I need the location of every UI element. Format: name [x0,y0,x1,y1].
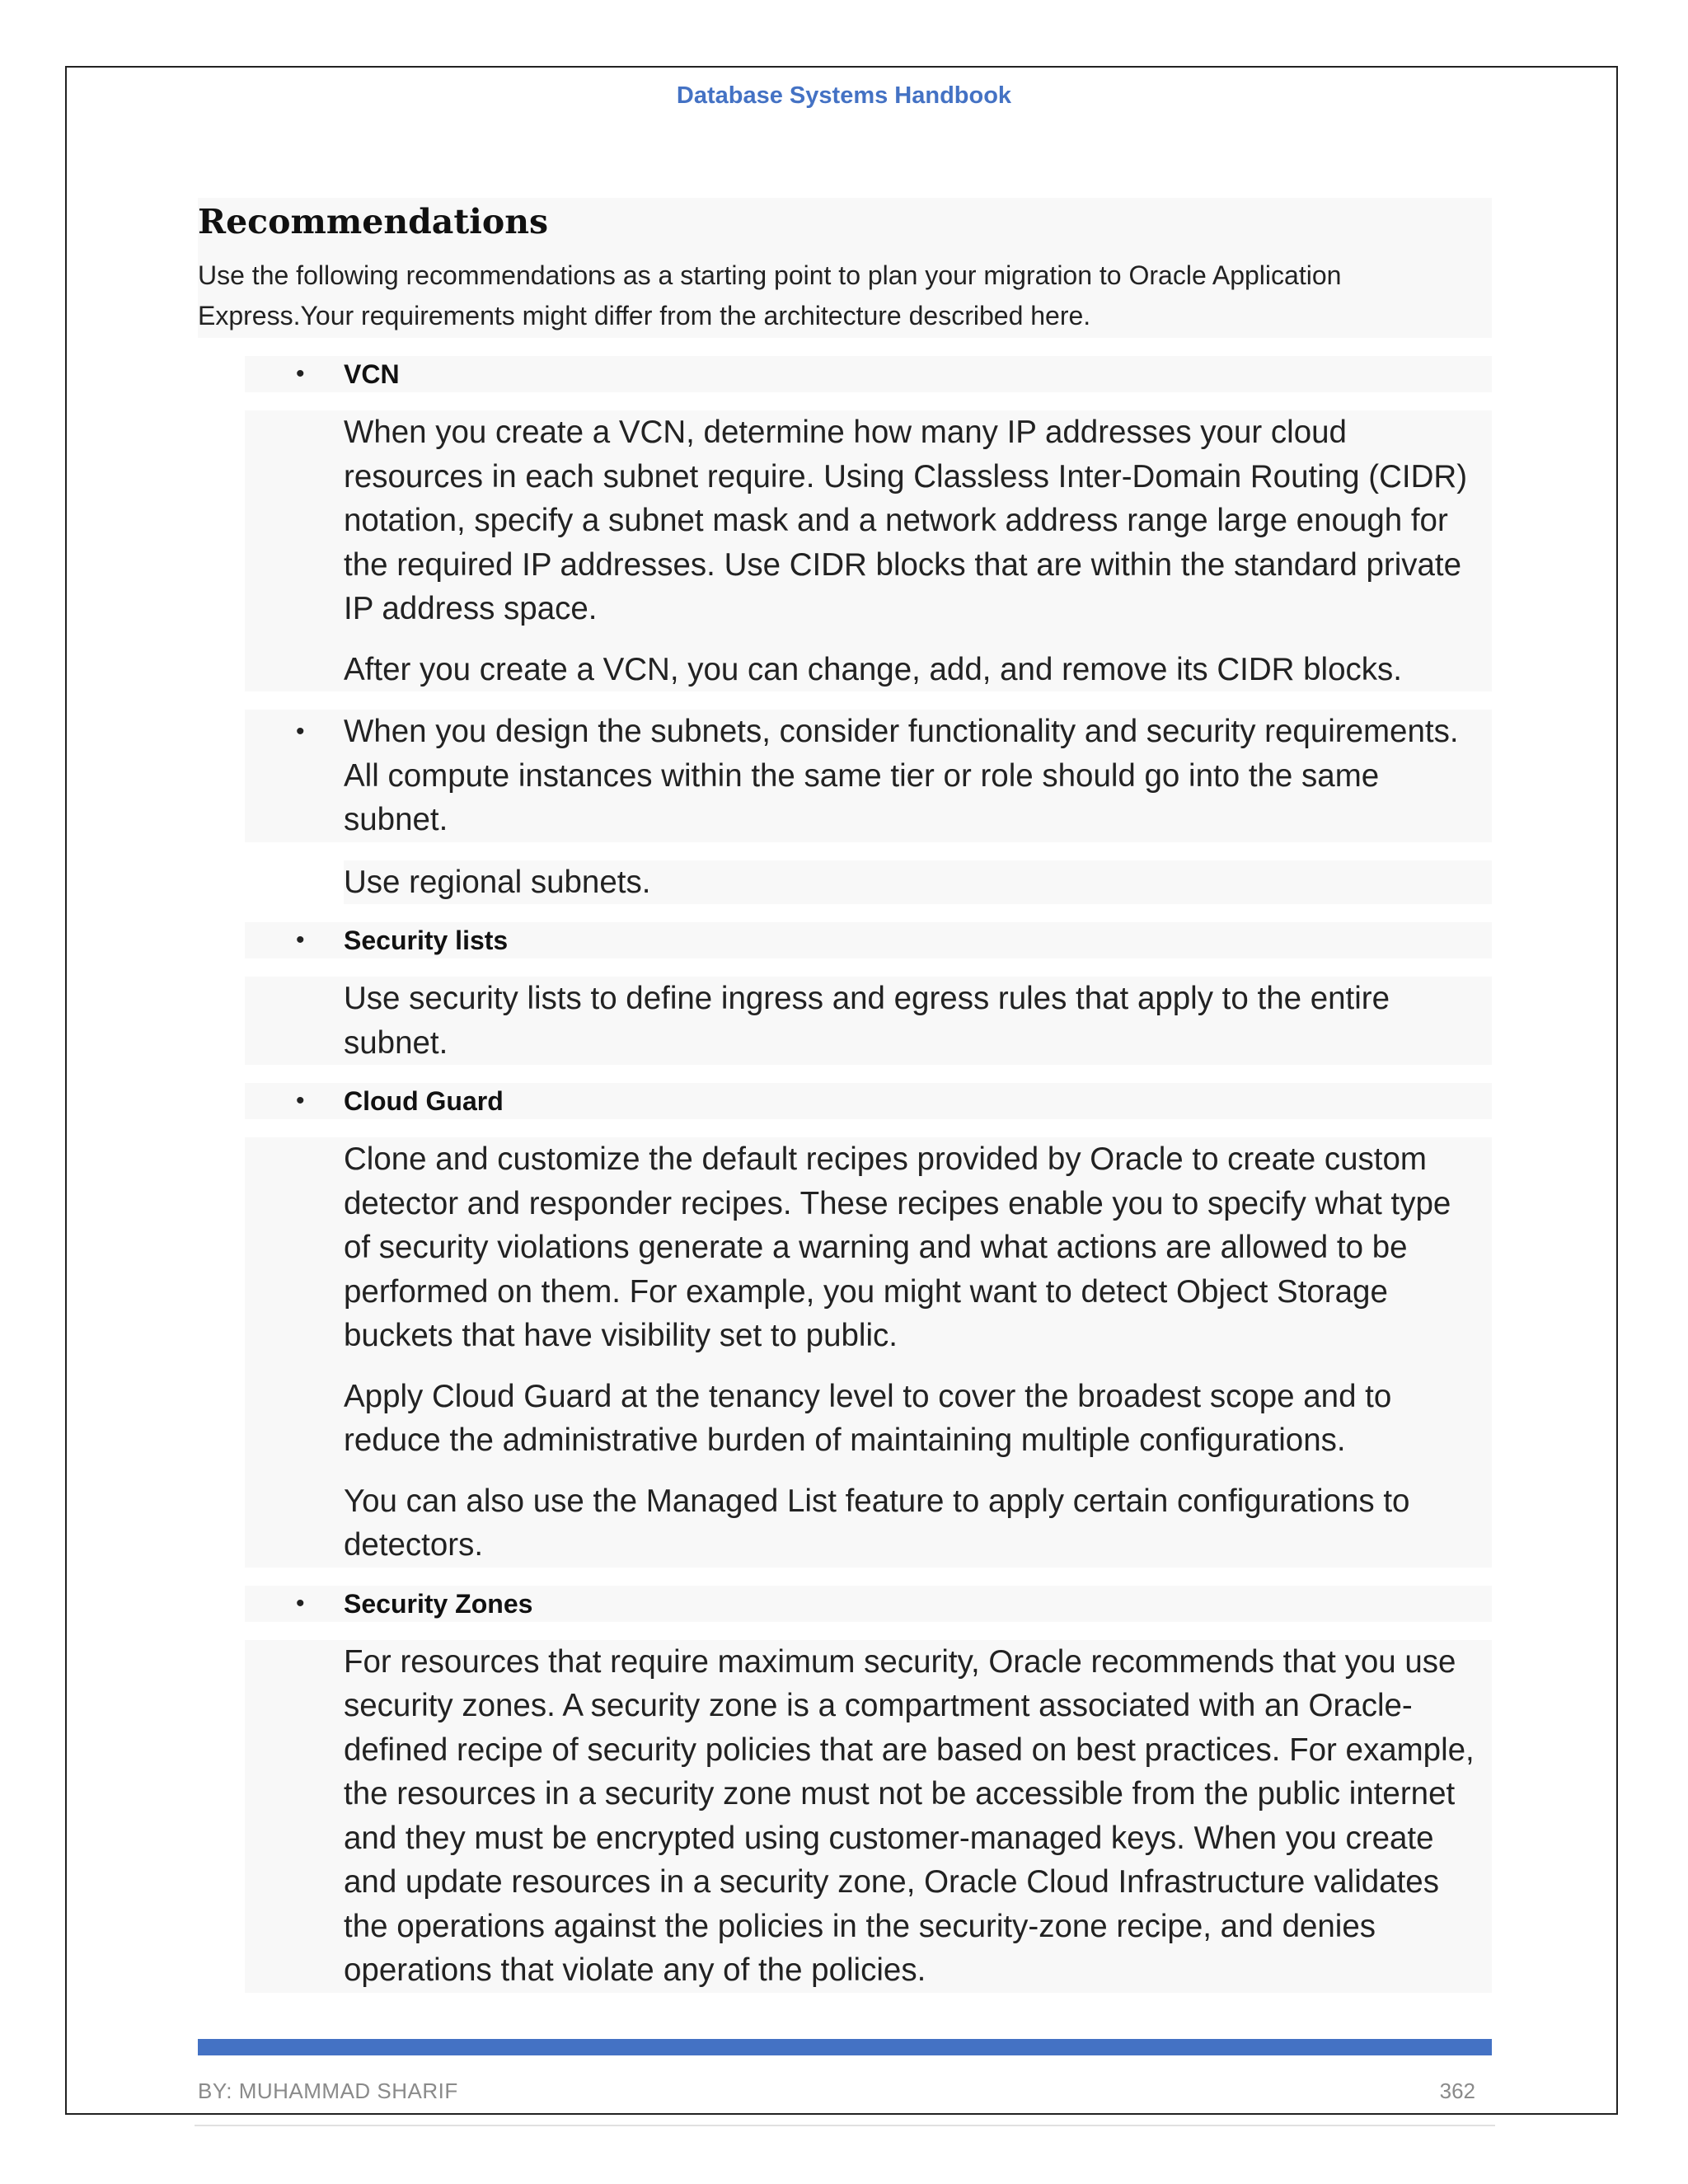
bullet: • [296,360,305,387]
bullet: • [296,1087,305,1114]
footer-author: BY: MUHAMMAD SHARIF [198,2079,458,2103]
list-item-vcn [198,356,1492,691]
item-body [245,710,1492,842]
list-item-header [245,1586,1492,1622]
item-body [245,977,1492,1065]
bullet: • [296,926,305,954]
paragraph: Clone and customize the default recipes provided by Oracle to create custom detector and responder recipes. These recipes enable you to specify what type of security violations generate a warning and what actions are allowed to be performed on them. For example, you might want to detect Object Storage buckets that have visibility set to public. [344,1141,1451,1353]
item-body [245,1640,1492,1993]
item-label: Cloud Guard [344,1086,504,1116]
paragraph: Apply Cloud Guard at the tenancy level to cover the broadest scope and to reduce the administrative burden of maintaining multiple configurations. [344,1378,1392,1458]
paragraph: You can also use the Managed List feature to apply certain configurations to detectors. [344,1483,1410,1563]
item-body [245,860,1492,905]
paragraph: For resources that require maximum security, Oracle recommends that you use security zones. A security zone is a compartment associated with an Oracle-defined recipe of security policies that are based on best practices. For example, the resources in a security zone must not be accessible from the public internet and they must be encrypted using customer-managed keys. When you create and update resources in a security zone, Oracle Cloud Infrastructure validates the operations against the policies in the security-zone recipe, and denies operations that violate any of the policies. [344,1643,1475,1988]
list-item-subnets [198,710,1492,904]
list-item-security-zones [198,1586,1492,1993]
item-label: VCN [344,359,400,389]
paragraph: When you create a VCN, determine how many IP addresses your cloud resources in each subnet require. Using Classless Inter-Domain Routing (CIDR) notation, specify a subnet mask and a network address range large enough for the required IP addresses. Use CIDR blocks that are within the standard private IP address space. [344,415,1468,626]
item-label: Security Zones [344,1588,533,1619]
list-item-security-lists [198,922,1492,1065]
list-item-cloud-guard [198,1083,1492,1568]
item-body [245,410,1492,691]
page-content [198,198,1492,1993]
footer-divider [195,2125,1495,2126]
item-label: Security lists [344,926,509,955]
item-body [245,1137,1492,1568]
list-item-header [245,1083,1492,1119]
list-item-header [245,922,1492,958]
running-header: Database Systems Handbook [676,82,1012,109]
list-item-header [245,356,1492,392]
bullet: • [296,1589,305,1617]
paragraph: Use regional subnets. [344,860,1492,905]
paragraph: When you design the subnets, consider functionality and security requirements. All compute instances within the same tier or role should go into the same subnet. [344,714,1459,837]
paragraph: Use security lists to define ingress and egress rules that apply to the entire subnet. [344,981,1390,1061]
section-block [198,198,1492,338]
page-number: 362 [1439,2079,1475,2103]
section-intro: Use the following recommendations as a starting point to plan your migration to Oracle Application Express.Your requirements might differ from the architecture described here. [198,260,1342,330]
footer-rule [198,2039,1492,2055]
bullet: • [296,718,305,745]
section-title: Recommendations [198,202,549,241]
paragraph: After you create a VCN, you can change, add, and remove its CIDR blocks. [344,651,1402,687]
